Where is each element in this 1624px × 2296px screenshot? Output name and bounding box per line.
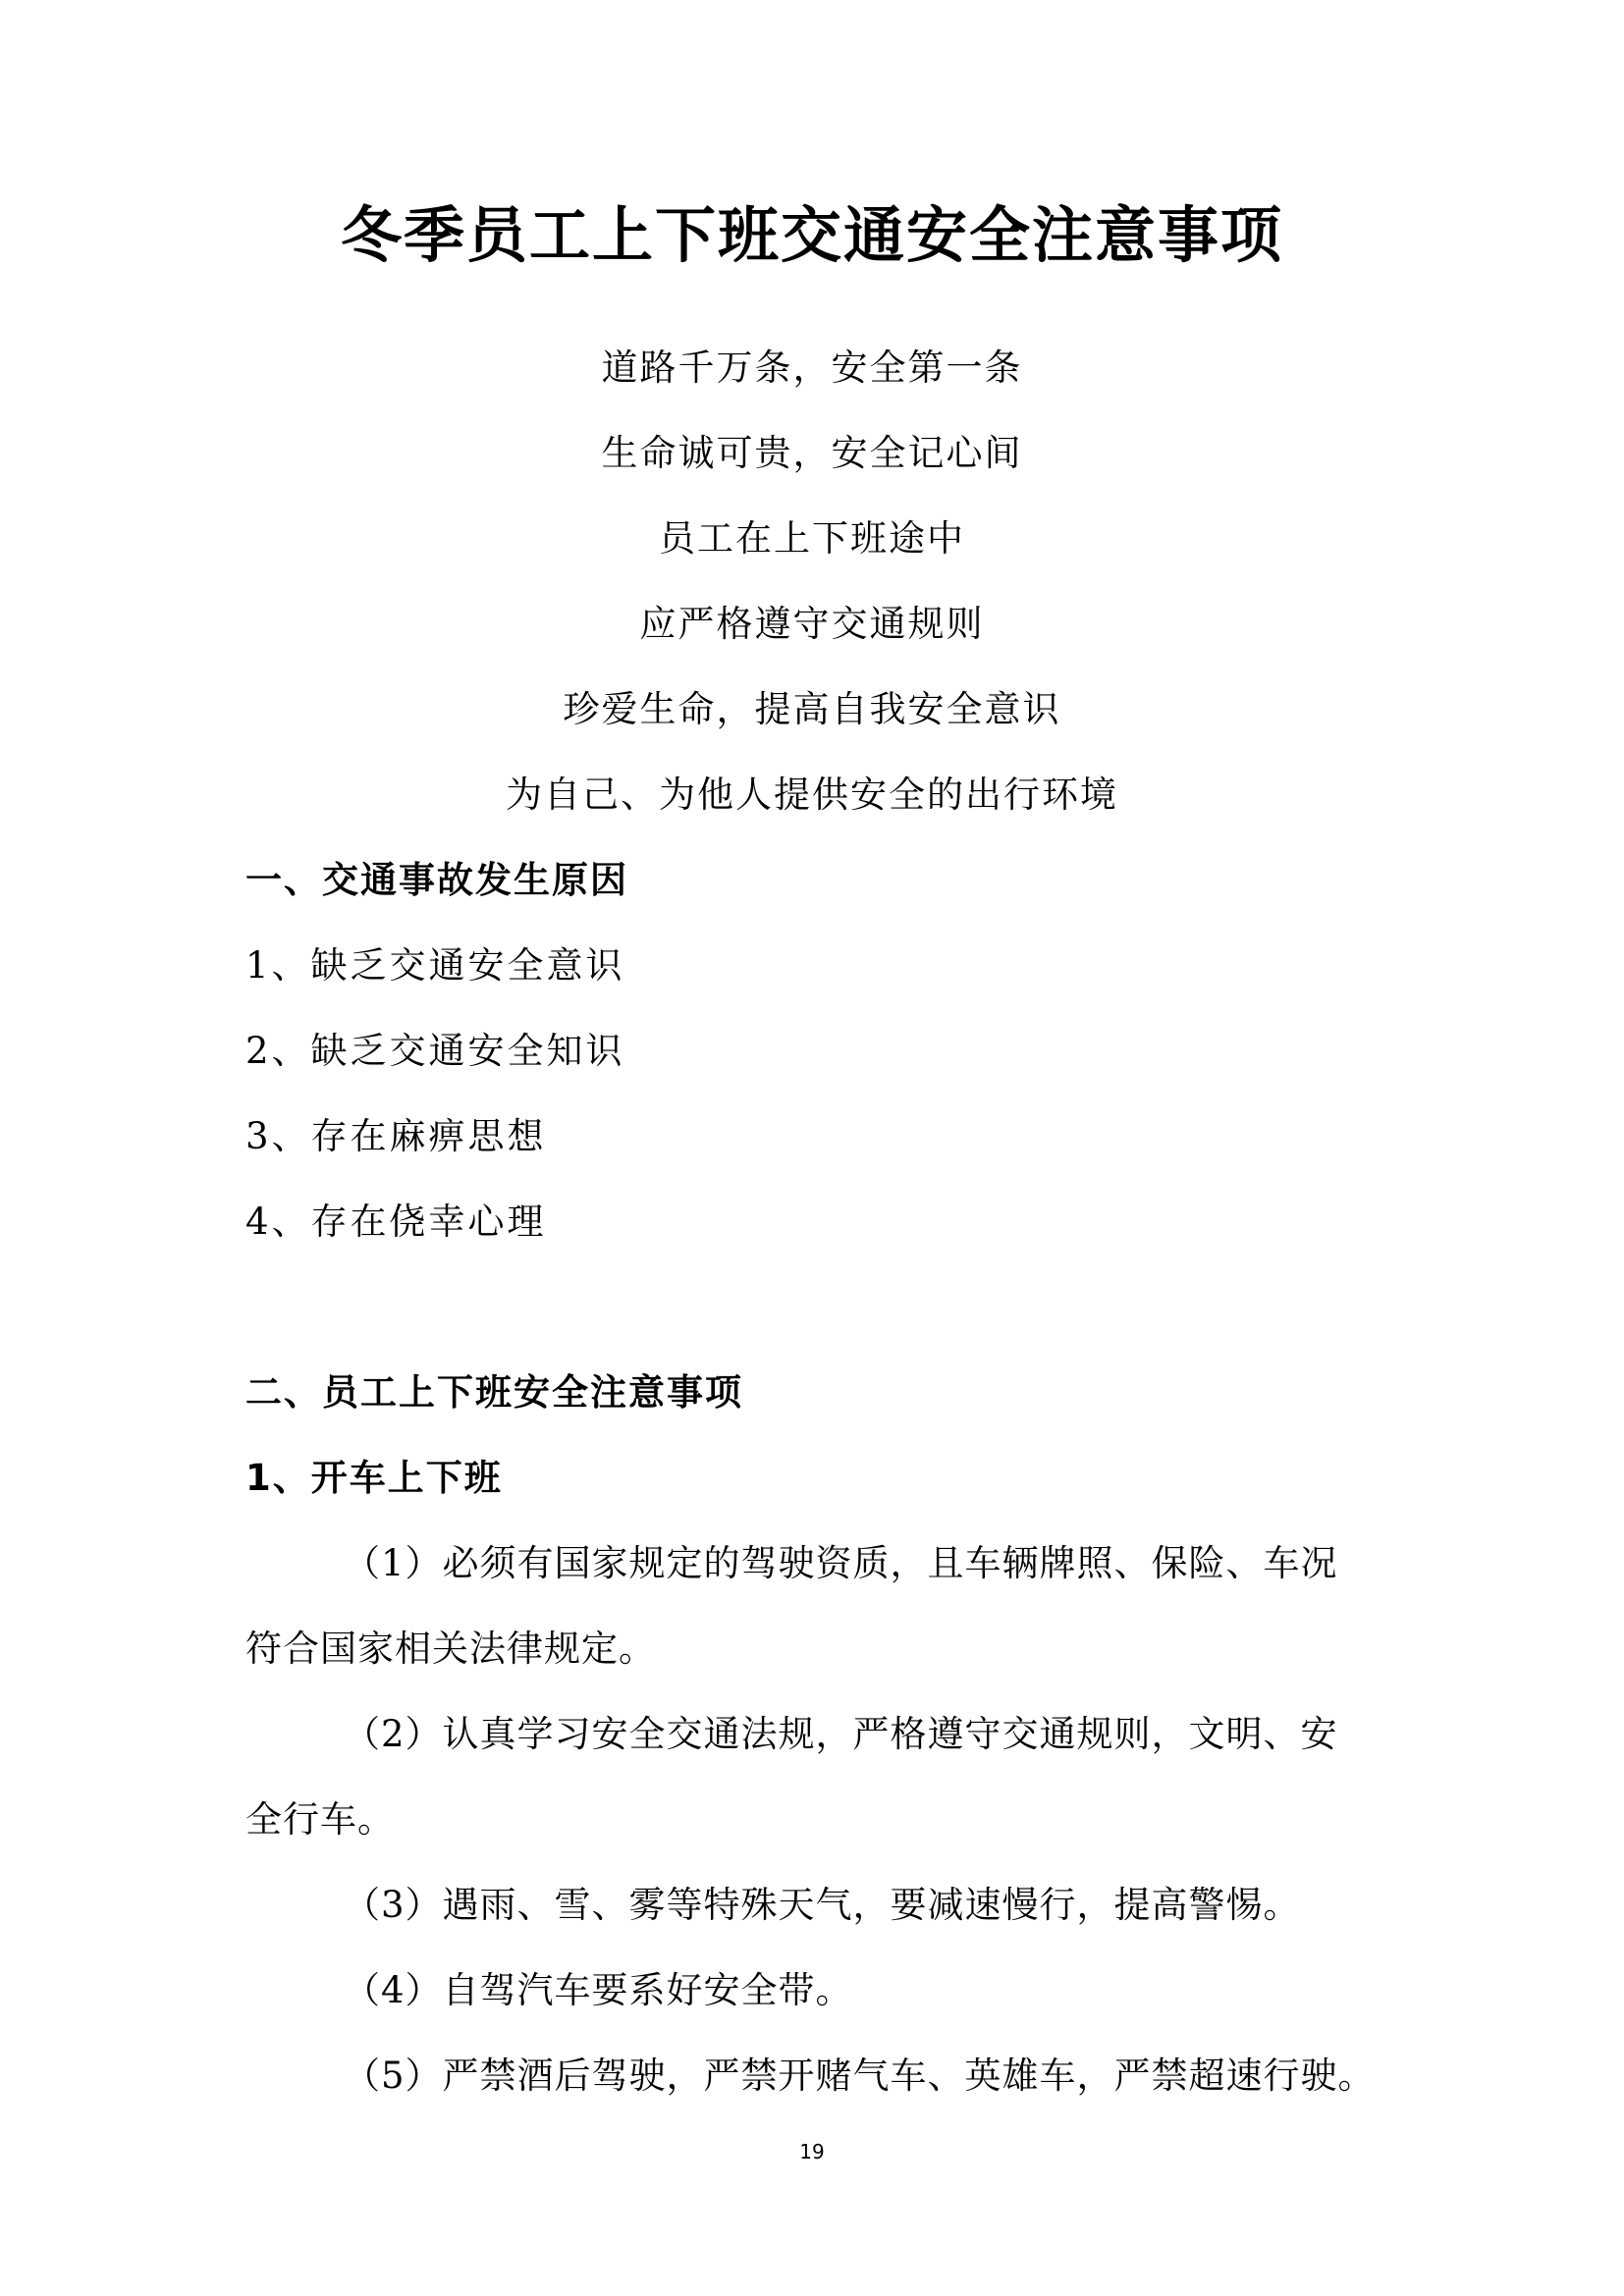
motto-line-5: 珍爱生命，提高自我安全意识	[563, 688, 1061, 730]
paragraph-4: （4）自驾汽车要系好安全带。	[344, 1969, 853, 2011]
paragraph-1-line-2: 符合国家相关法律规定。	[245, 1628, 656, 1670]
cause-item-2: 2、缺乏交通安全知识	[245, 1030, 625, 1072]
paragraph-5: （5）严禁酒后驾驶，严禁开赌气车、英雄车，严禁超速行驶。	[344, 2055, 1376, 2097]
subheading-driving: 1、开车上下班	[245, 1457, 503, 1499]
motto-line-6: 为自己、为他人提供安全的出行环境	[506, 774, 1118, 816]
section-heading-precautions: 二、员工上下班安全注意事项	[245, 1371, 743, 1414]
motto-line-4: 应严格遵守交通规则	[639, 603, 985, 645]
cause-item-1: 1、缺乏交通安全意识	[245, 944, 625, 987]
motto-line-1: 道路千万条，安全第一条	[601, 347, 1023, 389]
section-heading-causes: 一、交通事故发生原因	[245, 859, 628, 901]
paragraph-3: （3）遇雨、雪、雾等特殊天气，要减速慢行，提高警惕。	[344, 1884, 1301, 1926]
cause-item-4: 4、存在侥幸心理	[245, 1201, 547, 1243]
motto-line-3: 员工在上下班途中	[659, 517, 965, 560]
paragraph-1-line-1: （1）必须有国家规定的驾驶资质，且车辆牌照、保险、车况	[344, 1542, 1338, 1584]
document-title: 冬季员工上下班交通安全注意事项	[340, 199, 1283, 271]
page-number: 19	[799, 2140, 825, 2163]
cause-item-3: 3、存在麻痹思想	[245, 1115, 547, 1157]
paragraph-2-line-2: 全行车。	[245, 1798, 395, 1841]
paragraph-2-line-1: （2）认真学习安全交通法规，严格遵守交通规则，文明、安	[344, 1713, 1338, 1755]
motto-line-2: 生命诚可贵，安全记心间	[601, 432, 1023, 474]
